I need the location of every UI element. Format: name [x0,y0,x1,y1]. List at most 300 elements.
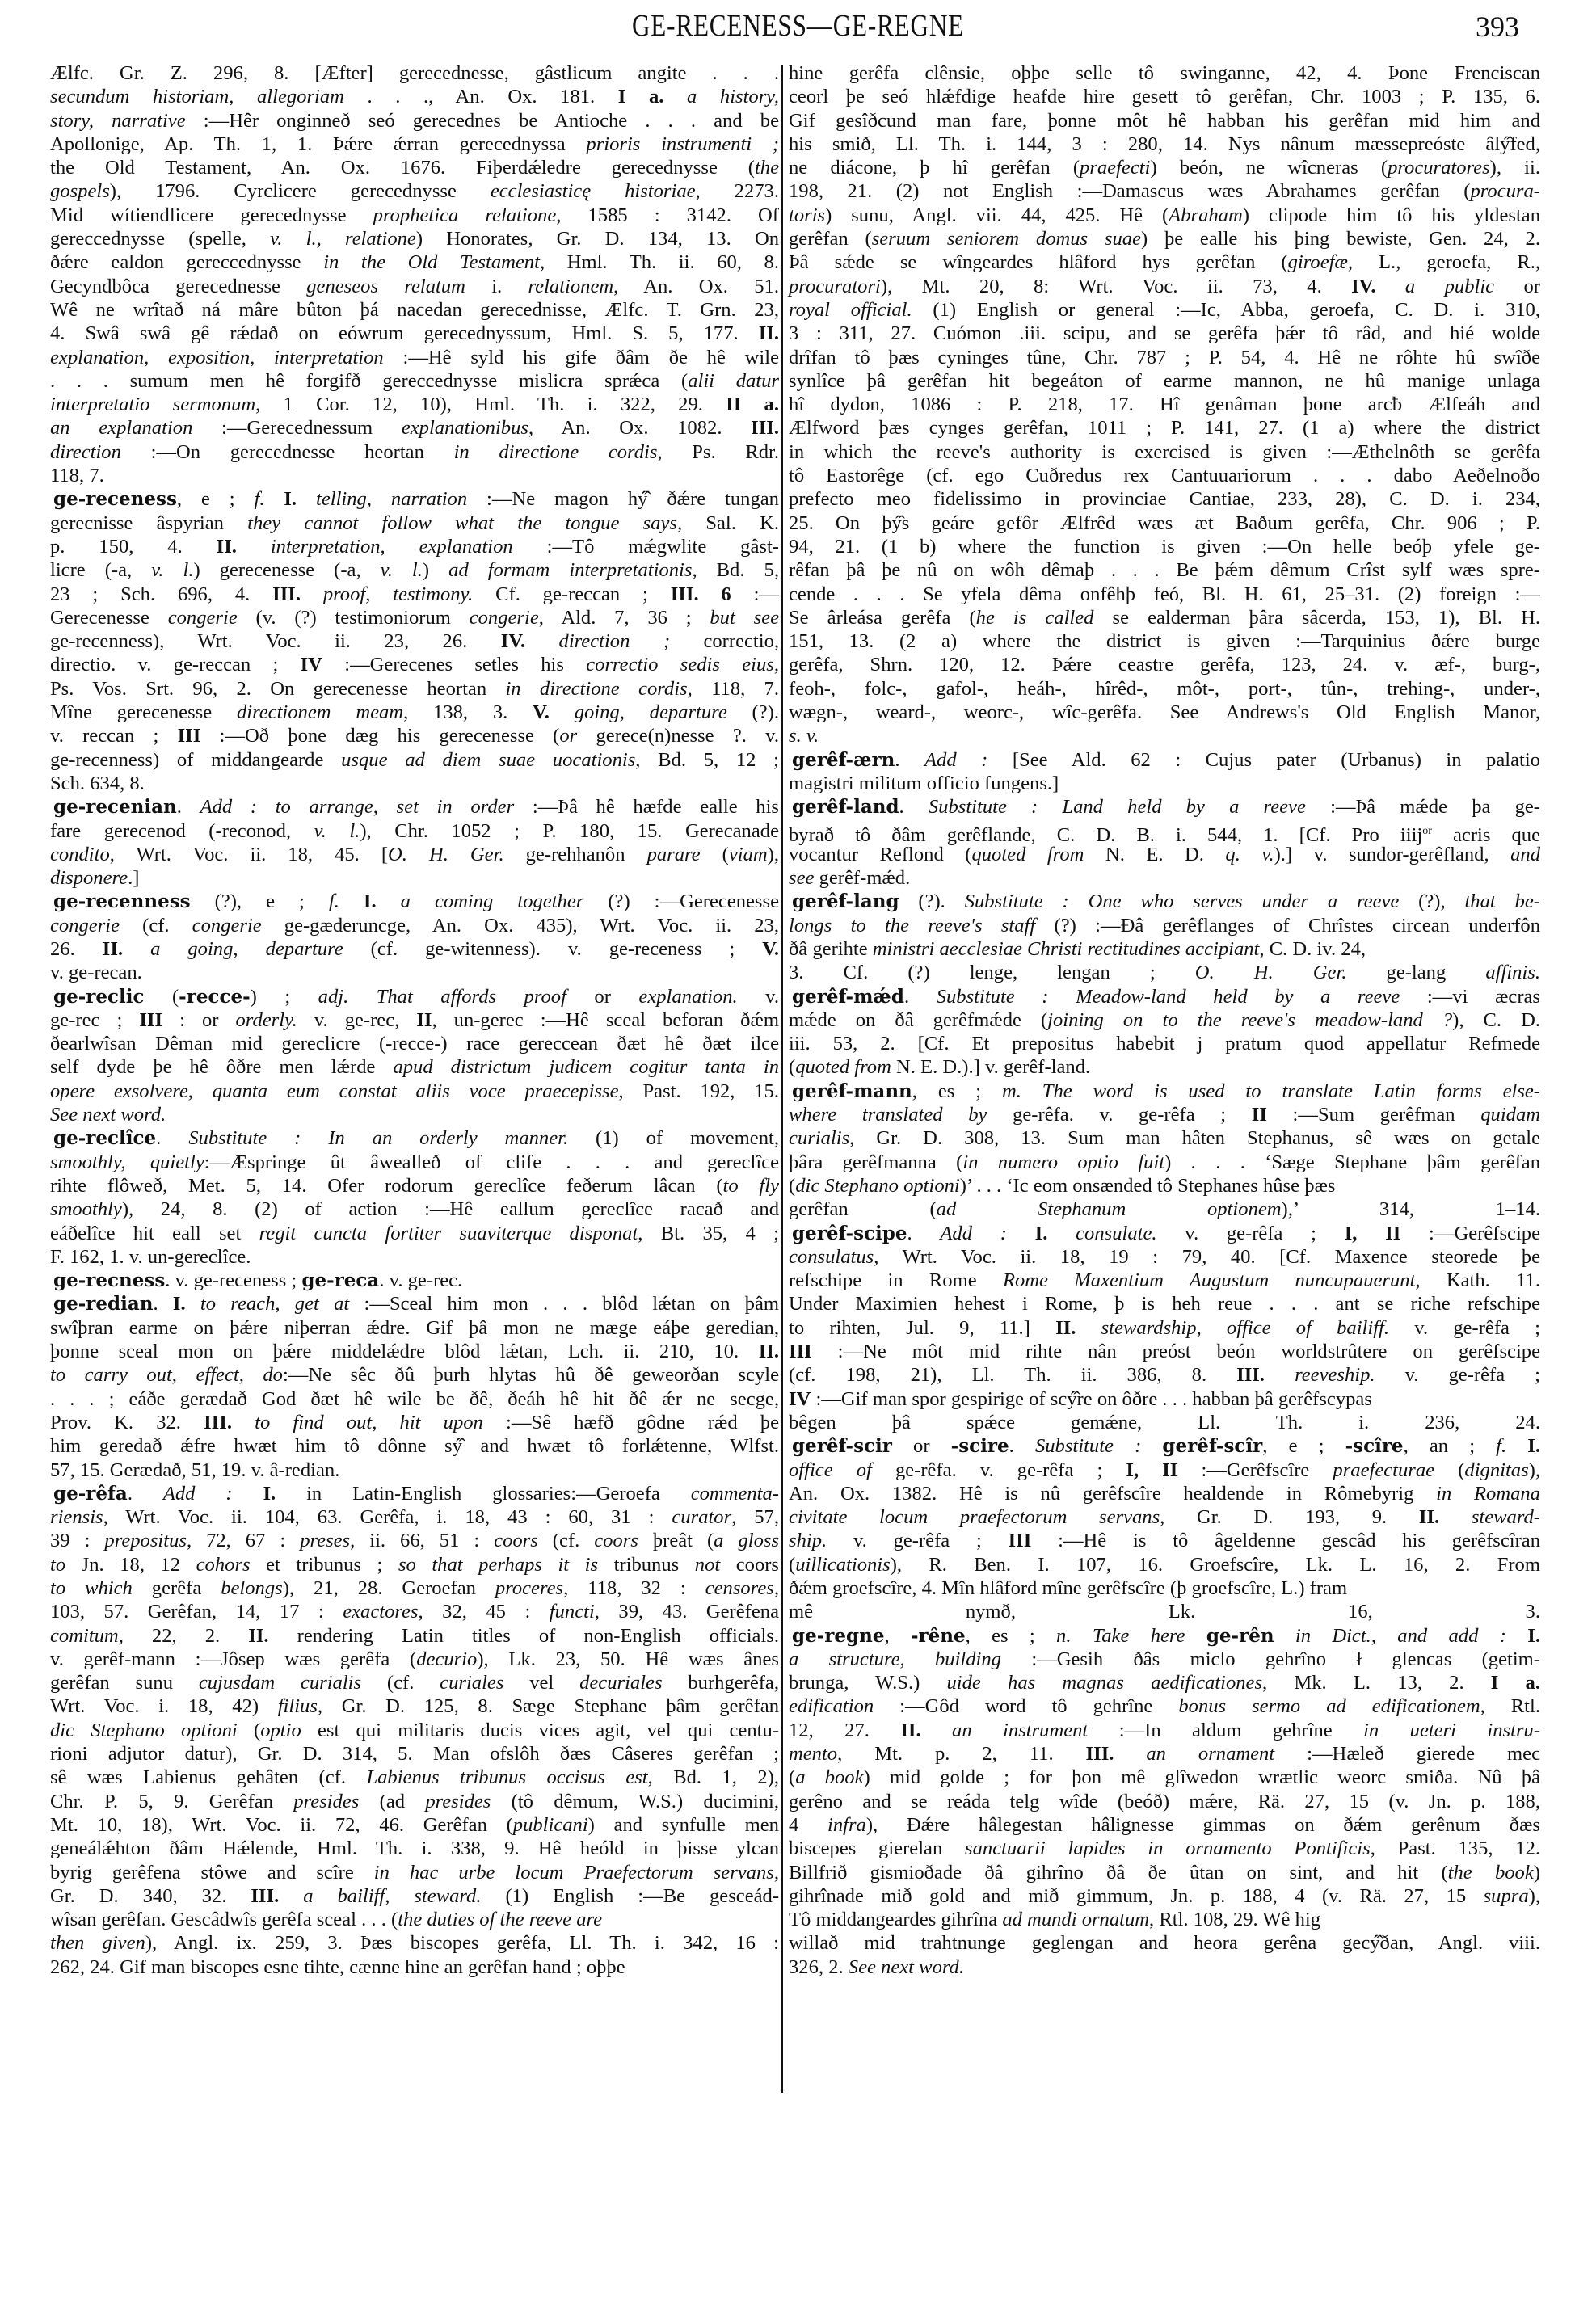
italic-segment: praefecti [1080,157,1151,179]
text-segment: :—Gerecenes setles his [322,654,587,676]
italic-segment: ad formam interpretationis [448,559,693,582]
headword: ge-rên [1206,1624,1274,1647]
italic-segment: prioris instrumenti ; [586,133,779,155]
text-segment: , Rtl. 108, 29. Wê hig [1149,1909,1321,1931]
italic-segment: f. [1496,1435,1507,1458]
text-segment: ðâ gerihte [789,937,873,960]
italic-segment: censores, [705,1577,779,1599]
italic-segment: a structure, building [789,1648,1001,1670]
text-segment: gerêfan sunu [50,1672,199,1694]
text-segment: , 72, 67 : [186,1530,301,1552]
italic-segment: consulate. [1076,1222,1157,1244]
italic-segment: but see [710,606,779,629]
text-segment: ( [1434,1459,1465,1481]
text-segment: (?) :—Ðâ gerêflanges of Chrîstes circean underfôn [1035,914,1540,937]
sense-number: I. [284,488,297,511]
text-line [50,416,779,440]
text-line [50,1434,779,1458]
text-segment: )’ . . . ‘Ic eom onsænded tô Stephanes hûse þæs [959,1174,1336,1197]
text-segment: v. ge-rêfa ; [1156,1222,1345,1244]
text-line [789,511,1540,535]
text-line [50,535,779,558]
text-line [789,1103,1540,1126]
text-line [789,393,1540,416]
italic-segment: disponere [50,867,128,890]
text-segment: . [176,796,200,819]
text-segment: :—Sceal him mon . . . blôd lǽtan on þâm [349,1293,780,1315]
text-line [50,369,779,393]
text-segment: acris que [1431,823,1540,846]
text-segment: or [1494,275,1540,297]
italic-segment: parare [646,843,701,865]
text-line [789,1861,1540,1884]
text-line [789,109,1540,133]
italic-segment: functi [549,1601,595,1623]
text-line [789,653,1540,676]
text-line [50,275,779,298]
text-segment: fare gerecenod (-reconod, [50,819,314,842]
text-line [50,1363,779,1387]
text-segment: :—Gerecednessum [192,417,402,440]
text-segment: ), Angl. ix. 259, 3. Þæs biscopes gerêfa, Ll. Th. i. 342, 16 : [145,1932,779,1955]
text-line [50,583,779,606]
headword: gerêf-mǽd [792,985,904,1008]
italic-segment: procuratori [789,275,881,297]
text-segment: gerecnisse âspyrian [50,511,248,534]
italic-segment: orderly. [235,1008,297,1031]
text-segment: drîfan tô þæs cyninges tûne, Chr. 787 ; P. 54, 4. Hê ne rôhte hû swîðe [789,346,1540,368]
text-segment: þonne sceal mon on þǽre middelǽdre blôd lǽtan, Lch. ii. 210, 10. [50,1341,759,1363]
italic-segment: dic Stephano optioni [50,1719,238,1741]
text-segment: :—vi æcras [1400,985,1540,1008]
text-segment: F. 162, 1. v. un-gereclîce. [50,1245,251,1268]
text-line [50,677,779,701]
italic-segment: O. H. Ger. [388,843,504,865]
text-segment: Wê ne wrîtað ná mâre bûton þá nacedan gerecednisse, Ælfc. T. Grn. 23, [50,298,779,321]
headword: ge-recness [53,1269,166,1292]
sense-number: III. [272,583,301,605]
text-segment: Mîne gerecenesse [50,701,237,724]
text-segment: . [895,748,925,771]
text-segment: wîsan gerêfan. Gescâdwîs gerêfa sceal . . . ( [50,1909,398,1931]
italic-segment: directionem meam [236,701,404,724]
text-line [789,937,1540,961]
text-line [789,1292,1540,1315]
text-segment: ) Honorates, Gr. D. 134, 13. On [415,228,780,250]
right-column [789,61,1540,1979]
italic-segment: quoted from [971,843,1084,865]
text-line [789,1648,1540,1671]
text-line [50,133,779,156]
italic-segment: v. l. [151,559,194,582]
text-segment: ) and synfulle men [587,1813,779,1836]
text-line [789,1766,1540,1789]
text-segment [1506,1625,1527,1647]
italic-segment: giroefæ [1287,251,1348,274]
headword: ge-recenian [53,796,177,819]
italic-segment: cujusdam curialis [198,1672,362,1694]
text-segment: ) clipode him tô his yldestan [1242,204,1541,226]
text-segment: , 57, [731,1506,779,1529]
text-segment: gerêno and se reáda telg wîde (beóð) mǽre, Rä. 27, 15 (v. Jn. p. 188, [789,1790,1540,1812]
text-segment: , es ; [965,1624,1057,1647]
italic-segment: Labienus tribunus occisus est [366,1766,648,1789]
entry-headword-line [789,985,1540,1008]
text-segment: ne diácone, þ hî gerêfan ( [789,157,1080,179]
text-segment: ) ; [250,985,318,1008]
text-segment: byrað tô ðâm gerêflande, C. D. B. i. 544, 1. [Cf. Pro iiij [789,823,1423,846]
text-segment: ge-recenness), Wrt. Voc. ii. 23, 26. [50,630,501,653]
sense-number: III. [1085,1743,1114,1766]
headword: ge-receness [53,488,177,511]
text-line [50,250,779,274]
italic-segment: telling, narration [315,488,468,511]
text-line [50,1861,779,1884]
text-segment: Wrt. Voc. i. 18, 42) [50,1695,278,1718]
italic-segment: Add : [924,748,988,771]
italic-segment: in numero optio fuit [962,1151,1165,1173]
italic-segment: proof, testimony. [322,583,474,605]
text-line [50,748,779,772]
text-segment: , Ald. 7, 36 ; [538,606,710,629]
italic-segment: Substitute : [1034,1435,1142,1458]
italic-segment: Abraham [1169,204,1243,226]
italic-segment: to which [50,1577,133,1599]
text-segment: , 39, 43. Gerêfena [594,1601,779,1623]
text-line [50,558,779,582]
italic-segment: O. H. Ger. [1194,962,1347,984]
text-line [50,1884,779,1908]
text-segment: ( [789,1766,796,1789]
italic-segment: geneseos relatum [306,275,465,297]
text-segment: , Ps. Rdr. [657,440,780,463]
text-segment: Tô middangeardes gihrîna [789,1909,1003,1931]
text-segment: , An. Ox. 1082. [528,417,752,440]
text-segment: Jn. 18, 12 [65,1553,196,1576]
text-segment [1047,1223,1076,1244]
text-segment: ), Mt. 20, 8: Wrt. Voc. ii. 73, 4. [880,275,1352,297]
text-line [789,464,1540,487]
text-segment [237,536,271,558]
text-line [50,1055,779,1079]
sense-number: III. [251,1884,280,1907]
text-segment: hî dydon, 1086 : P. 218, 17. Hî genâman þone arcƀ Ælfeáh and [789,394,1540,416]
text-segment: tribunus [598,1553,695,1576]
headword: ge-reca [301,1269,380,1292]
text-segment: Chr. P. 5, 9. Gerêfan [50,1790,294,1812]
text-segment: ge-rehhanôn [503,843,647,865]
italic-segment: Add : [940,1222,1007,1244]
text-segment: (1) of movement, [568,1127,779,1150]
text-segment: willað mid trahtnunge geglengan and heora gerêna gecý̂ðan, Angl. viii. [789,1932,1540,1955]
italic-segment: procuratores [1388,157,1490,179]
text-segment: , e ; [1262,1435,1345,1458]
text-segment: :—Oð þone dæg his gerecenesse ( [200,725,560,747]
italic-segment: Substitute : In an orderly manner. [188,1127,569,1150]
text-segment: N. E. D.).] v. gerêf-land. [891,1056,1091,1079]
sense-number: V. [762,937,780,960]
italic-segment: to carry out, effect, do [50,1364,283,1387]
text-segment: v. ge-rêfa ; [1389,1316,1541,1339]
text-segment: :—Ne môt mid rihte nân preóst beón worldstrûtere on gerêfscipe [811,1341,1540,1363]
italic-segment: ad Stephanum optionem [936,1198,1282,1221]
text-segment: :—Þâ hê hæfde ealle his [514,796,779,819]
text-segment: :—Æspringe ût âwealleð of clife . . . and gereclîce [204,1151,779,1173]
text-segment: ( [789,1174,796,1197]
entry-headword-line [50,890,779,913]
text-segment: :—On gerecednesse heortan [120,440,454,463]
text-line [789,843,1540,866]
entry-headword-line [50,1126,779,1150]
italic-segment: quidam [1480,1104,1541,1126]
text-segment: :—Gif man spor gespirige of scý̂re on ôðre . . . habban þâ gerêfscypas [811,1387,1372,1410]
text-segment [1114,1743,1146,1765]
text-line [789,1055,1540,1079]
text-segment: 94, 21. (1 b) where the function is given :—On helle beóþ yfele ge- [789,535,1540,558]
headword: gerêf-lang [792,890,899,913]
italic-segment: alii datur [688,369,779,392]
text-line [789,1459,1540,1482]
text-segment: , 2273. [695,180,779,203]
text-segment: 12, 27. [789,1719,901,1741]
text-line [50,346,779,369]
text-line [50,1008,779,1032]
text-segment: v. ge-recan. [50,962,142,984]
italic-segment: consulatus [789,1245,874,1268]
text-segment: ), 24, 8. (2) of action :—Hê eallum gereclîce racað and [121,1198,779,1221]
italic-segment: in directione cordis [505,677,688,700]
text-line [789,298,1540,322]
text-segment: , ii. 66, 51 : [350,1530,495,1552]
text-segment: .] [128,867,140,890]
text-line [789,133,1540,156]
sense-number: I. [172,1293,186,1315]
text-segment: , Sal. K. [676,511,779,534]
text-segment: ), 21, 28. Geroefan [282,1577,495,1599]
text-segment: (?). [899,890,965,913]
text-segment: sê wæs Labienus gehâten (cf. [50,1766,367,1789]
italic-segment: See next word. [50,1104,166,1126]
italic-segment: quoted from [795,1056,891,1079]
text-segment: ), Chr. 1052 ; P. 180, 15. Gerecanade [360,819,779,842]
sense-number: I, II [1126,1459,1178,1481]
text-segment: rendering Latin titles of non-English officials. [268,1624,780,1647]
italic-segment: interpretation, explanation [270,535,513,558]
italic-segment: opere exsolvere, quanta eum constat aliis voce praecepisse [50,1080,619,1102]
italic-segment: gospels [50,180,110,203]
text-line [50,1600,779,1623]
text-segment [186,1293,200,1315]
text-segment: gerêfa, Shrn. 120, 12. Þǽre ceastre gerêfa, 123, 24. v. æf-, burg-, [789,654,1540,676]
text-line [789,724,1540,747]
text-segment: :—Sum gerêfman [1266,1104,1481,1126]
text-segment: :—Tô mǽgwlite gâst- [512,535,779,558]
text-line [789,819,1540,846]
sense-number: III. [204,1411,232,1433]
text-line [789,156,1540,179]
headword: ge-reclic [53,985,145,1008]
text-segment: , Gr. D. 125, 8. Sæge Stephane þâm gerêfan [317,1695,779,1718]
text-segment: Gif gesîðcund man fare, þonne môt hê habban his gerêfan mid him and [789,109,1540,132]
text-segment: ) gerecenesse (-a, [193,559,381,582]
text-segment: ), [767,843,779,865]
italic-segment: supra [1483,1884,1529,1907]
text-segment: (cf. ge-witenness). v. ge-receness ; [343,937,763,960]
text-line [50,156,779,179]
italic-segment: belongs [221,1577,283,1599]
text-segment: 25. On þý̂s geáre gefôr Ælfrêd wæs æt Baðum gerêfa, Chr. 906 ; P. [789,511,1540,534]
italic-segment: explanationibus [401,417,528,440]
italic-segment: coors [494,1530,538,1552]
text-line [50,843,779,866]
italic-segment: an explanation [50,417,193,440]
headword: -scîre [1345,1435,1404,1458]
superscript: or [1422,824,1432,837]
text-segment: geneálǽhton ðâm Hǽlende, Hml. Th. i. 338, 9. Hê heóld in þisse ylcan [50,1837,779,1860]
text-segment: mê nymð, Lk. 16, 3. [789,1601,1540,1623]
sense-number: III [139,1008,163,1031]
headword: ge-redian [53,1293,154,1315]
text-segment: : or [162,1008,236,1031]
text-line [50,914,779,937]
italic-segment: See next word. [848,1955,964,1978]
text-segment: , 118, 7. [687,677,779,700]
italic-segment: in Dict., and add : [1295,1624,1506,1647]
text-segment: ), Lk. 23, 50. Hê wæs ânes [477,1648,780,1670]
sense-number: II. [900,1719,921,1741]
text-segment: :—Sê hæfð gôdne rǽd þe [482,1411,779,1433]
text-line [50,1387,779,1411]
text-segment [232,1412,255,1433]
italic-segment: Add : to arrange, set in order [200,796,515,819]
text-segment: or [891,1435,951,1458]
text-segment: :—Ne magon hý̂ ðǽre tungan [467,488,779,511]
sense-number: I. [1527,1624,1540,1647]
text-segment: feoh-, folc-, gafol-, heáh-, hîrêd-, môt-, port-, tûn-, trehing-, under-, [789,677,1540,700]
text-line [50,1790,779,1813]
text-line [50,1032,779,1055]
italic-segment: presides [293,1790,360,1812]
text-segment: ) beón, ne wîcneras ( [1150,157,1388,179]
text-segment [233,1483,263,1505]
text-segment: (cf. 198, 21), Ll. Th. ii. 386, 8. [789,1364,1237,1387]
italic-segment: a history, [687,86,779,108]
text-segment: hine gerêfa clênsie, oþþe selle tô swinganne, 42, 4. Þone Frenciscan [789,62,1540,84]
text-line [789,1600,1540,1623]
text-segment: , 138, 3. [403,701,533,724]
text-segment: :—Hê is tô âgeldenne gescâd his gerêfscîran [1031,1530,1540,1552]
text-segment: byrig gerêfena stôwe and scîre [50,1861,374,1884]
text-segment: ) mid golde ; for þon mê glîwedon wrætlic weorc smiða. Nû þâ [863,1766,1540,1789]
italic-segment: Substitute : Land held by a reeve [928,796,1306,819]
text-segment: Mt. 10, 18), Wrt. Voc. ii. 72, 46. Gerêfan ( [50,1813,513,1836]
left-column [50,61,779,1979]
text-segment: 4 [789,1813,828,1836]
text-line [50,1222,779,1245]
text-segment [1076,1317,1101,1339]
text-line [50,464,779,487]
entry-headword-line [50,487,779,511]
text-line [50,1694,779,1718]
text-segment: his smið, Ll. Th. i. 144, 3 : 280, 14. Nys nânum mæssepreóste âlý̂fed, [789,133,1540,155]
text-segment [1506,1435,1527,1457]
italic-segment: in ueteri instru- [1363,1719,1541,1741]
text-segment: 198, 21. (2) not English :—Damascus wæs Abrahames gerêfan ( [789,180,1471,203]
italic-segment: dic Stephano optioni [795,1174,960,1197]
text-segment: ), C. D. [1452,1008,1541,1031]
text-segment: ge-rêfa. v. ge-rêfa ; [871,1459,1126,1481]
text-segment: gereccednysse (spelle, [50,228,271,250]
text-segment: the Old Testament, An. Ox. 1676. Fiþerdǽledre gerecednysse ( [50,157,755,179]
text-segment: gerêfan ( [789,1198,937,1221]
text-segment: :—Gerêfscipe [1400,1222,1540,1244]
italic-segment: an instrument [952,1719,1089,1741]
headword: gerêf-scir [792,1435,892,1458]
text-line [789,85,1540,108]
sense-number: IV [789,1387,811,1410]
italic-segment: dignitas [1464,1459,1529,1481]
italic-segment: usque ad diem suae uocationis [341,748,636,771]
headword: -rêne [910,1624,966,1647]
italic-segment: then given [50,1932,145,1955]
text-line [50,1174,779,1198]
text-segment: . [127,1482,163,1505]
text-segment: ge-gæderuncge, An. Ox. 435), Wrt. Voc. ii. 23, [261,914,779,937]
italic-segment: in hac urbe locum Praefectorum servans, [373,1861,779,1884]
text-line [789,1269,1540,1292]
text-segment: magistri militum officio fungens.] [789,772,1059,794]
text-line [789,250,1540,274]
text-segment: ), [1528,1459,1540,1481]
text-line [50,1624,779,1648]
text-segment: 26. [50,937,103,960]
text-segment: . [153,1293,173,1315]
text-segment: :—Gerêfscîre [1177,1459,1333,1481]
italic-segment: going, departure [574,701,727,724]
text-segment: , Past. 192, 15. [618,1080,779,1102]
text-segment: Ælfword þæs cynges gerêfan, 1011 ; P. 141, 27. (1 a) where the district [789,417,1540,440]
italic-segment: the duties of the reeve are [398,1909,603,1931]
text-segment: est qui militaris ducis vices agit, vel qui centu- [301,1719,780,1741]
text-segment: :—Hê syld his gife ðâm ðe hê wile [383,346,779,368]
text-line [789,1245,1540,1269]
italic-segment: story, narrative [50,109,186,132]
text-line [789,629,1540,653]
text-segment: þreât ( [638,1530,714,1552]
text-segment: , es ; [912,1080,1002,1102]
headword: ge-rêfa [53,1482,128,1505]
text-segment: , Bd. 1, 2), [647,1766,779,1789]
text-segment: to rihten, Jul. 9, 11.] [789,1316,1056,1339]
italic-segment: v. l. [380,559,423,582]
text-line [50,1151,779,1174]
text-segment: ) sunu, Angl. vii. 44, 425. Hê ( [825,204,1169,226]
text-segment: Under Maximien hehest i Rome, þ is heh reue . . . ant se riche refschipe [789,1293,1540,1315]
text-line [50,772,779,795]
text-segment: , 32, 45 : [418,1601,550,1623]
text-segment [1141,1435,1162,1457]
italic-segment: viam [728,843,768,865]
text-line [50,653,779,676]
text-segment [339,890,364,912]
text-line [50,1837,779,1860]
text-segment [264,488,284,510]
entry-headword-line [789,748,1540,772]
text-segment: tô Eastorêge (cf. ego Cuðredus rex Cantuuariorum . . . dabo Aeðelnoðo [789,465,1540,487]
text-segment: brunga, W.S.) [789,1672,947,1694]
text-segment: gihrînade mið gold and mið gimmum, Jn. p. 188, 4 (v. Rä. 27, 15 [789,1884,1484,1907]
italic-segment: q. v. [1225,843,1274,865]
